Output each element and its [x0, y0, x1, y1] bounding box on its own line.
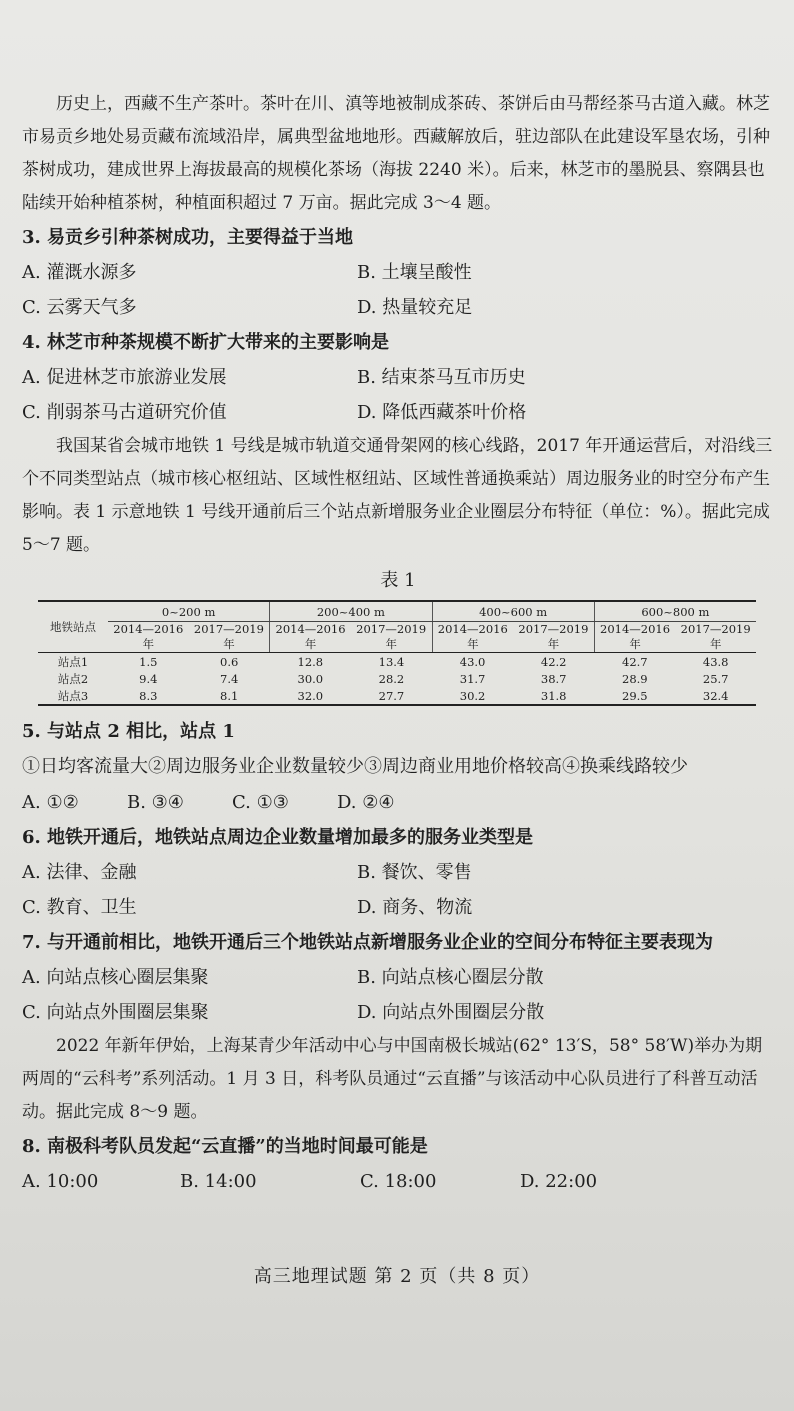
q3-option-b[interactable]: B. 土壤呈酸性	[357, 262, 472, 283]
q6-option-b[interactable]: B. 餐饮、零售	[357, 862, 472, 883]
question-8-stem: 8. 南极科考队员发起“云直播”的当地时间最可能是	[22, 1136, 428, 1157]
q4-option-a[interactable]: A. 促进林芝市旅游业发展	[22, 367, 227, 388]
period-header: 2014—2016年	[108, 622, 189, 653]
table-cell: 32.0	[270, 687, 351, 705]
q6-option-a[interactable]: A. 法律、金融	[22, 862, 137, 883]
question-5-options	[22, 785, 774, 820]
q3-option-a[interactable]: A. 灌溉水源多	[22, 262, 137, 283]
table-cell: 30.0	[297, 671, 324, 686]
q3-option-d[interactable]: D. 热量较充足	[357, 297, 473, 318]
table-cell: 0.6	[220, 654, 239, 669]
page-footer: 高三地理试题 第 2 页（共 8 页）	[253, 1266, 541, 1287]
period-header: 2014—2016年	[270, 622, 351, 653]
q8-option-d[interactable]: D. 22:00	[520, 1171, 598, 1192]
table-row	[38, 687, 756, 705]
question-5-statements: ①日均客流量大②周边服务业企业数量较少③周边商业用地价格较高④换乘线路较少	[22, 756, 688, 777]
question-7-options	[22, 960, 774, 1030]
table-cell: 43.0	[459, 654, 486, 669]
table-cell: 8.1	[189, 687, 270, 705]
q7-option-a[interactable]: A. 向站点核心圈层集聚	[22, 967, 209, 988]
period-header: 2014—2016年	[432, 622, 513, 653]
question-6-options	[22, 855, 774, 925]
question-4-stem: 4. 林芝市种茶规模不断扩大带来的主要影响是	[22, 332, 390, 353]
station-name: 站点2	[57, 671, 89, 686]
question-3-stem: 3. 易贡乡引种茶树成功，主要得益于当地	[22, 227, 354, 248]
table-cell: 43.8	[702, 654, 729, 669]
period-header: 2014—2016年	[594, 622, 675, 653]
data-table	[38, 600, 756, 706]
group-header: 600~800 m	[594, 601, 756, 622]
group-header: 400~600 m	[432, 601, 594, 622]
table-corner-header: 地铁站点	[38, 601, 108, 653]
q8-option-a[interactable]: A. 10:00	[22, 1171, 99, 1192]
table-cell: 9.4	[139, 671, 158, 686]
q7-option-b[interactable]: B. 向站点核心圈层分散	[357, 967, 544, 988]
table-cell: 32.4	[675, 687, 756, 705]
period-header: 2017—2019年	[675, 622, 756, 653]
q6-option-d[interactable]: D. 商务、物流	[357, 897, 473, 918]
q5-option-c[interactable]: C. ①③	[232, 792, 289, 813]
passage-subway: 我国某省会城市地铁 1 号线是城市轨道交通骨架网的核心线路，2017 年开通运营后，对沿线三个不同类型站点（城市核心枢纽站、区域性枢纽站、区域性普通换乘站）周边服务业的时空分布产生影响。表 1 示意地铁 1 号线开通前后三个站点新增服务业企业圈层分布特征（单位：%）。据此完成 5～7 题。	[22, 436, 773, 555]
q3-option-c[interactable]: C. 云雾天气多	[22, 297, 137, 318]
q5-option-b[interactable]: B. ③④	[127, 792, 184, 813]
passage-antarctic: 2022 年新年伊始，上海某青少年活动中心与中国南极长城站(62° 13′S，58° 58′W)举办为期两周的“云科考”系列活动。1 月 3 日，科考队员通过“云直播”与该活动中心队员进行了科普互动活动。据此完成 8～9 题。	[22, 1036, 763, 1122]
question-6-stem: 6. 地铁开通后，地铁站点周边企业数量增加最多的服务业类型是	[22, 827, 534, 848]
q4-option-b[interactable]: B. 结束茶马互市历史	[357, 367, 526, 388]
table-cell: 27.7	[351, 687, 432, 705]
station-name: 站点1	[57, 654, 89, 669]
page-content	[22, 88, 774, 1199]
question-4-options	[22, 360, 774, 430]
table-row	[38, 670, 756, 687]
question-7-stem: 7. 与开通前相比，地铁开通后三个地铁站点新增服务业企业的空间分布特征主要表现为	[22, 932, 714, 953]
period-header: 2017—2019年	[513, 622, 594, 653]
table-cell: 7.4	[220, 671, 239, 686]
table-cell: 13.4	[378, 654, 405, 669]
table-cell: 29.5	[594, 687, 675, 705]
question-3-options	[22, 255, 774, 325]
q5-option-a[interactable]: A. ①②	[22, 792, 79, 813]
q6-option-c[interactable]: C. 教育、卫生	[22, 897, 137, 918]
table-cell: 28.9	[622, 671, 648, 686]
table-cell: 42.7	[622, 654, 648, 669]
table-cell: 1.5	[139, 654, 158, 669]
passage-tea: 历史上，西藏不生产茶叶。茶叶在川、滇等地被制成茶砖、茶饼后由马帮经茶马古道入藏。林芝市易贡乡地处易贡藏布流域沿岸，属典型盆地地形。西藏解放后，驻边部队在此建设军垦农场，引种茶树成功，建成世界上海拔最高的规模化茶场（海拔 2240 米）。后来，林芝市的墨脱县、察隅县也陆续开始种植茶树，种植面积超过 7 万亩。据此完成 3～4 题。	[22, 94, 770, 213]
q8-option-b[interactable]: B. 14:00	[180, 1171, 257, 1192]
group-header: 0~200 m	[108, 601, 270, 622]
question-8-options	[22, 1164, 774, 1199]
table-cell: 31.7	[459, 671, 486, 686]
table-caption: 表 1	[380, 570, 416, 591]
q5-option-d[interactable]: D. ②④	[337, 792, 395, 813]
table-cell: 8.3	[108, 687, 189, 705]
q8-option-c[interactable]: C. 18:00	[360, 1171, 437, 1192]
table-cell: 38.7	[540, 671, 567, 686]
q4-option-d[interactable]: D. 降低西藏茶叶价格	[357, 402, 527, 423]
group-header: 200~400 m	[270, 601, 432, 622]
q7-option-c[interactable]: C. 向站点外围圈层集聚	[22, 1002, 209, 1023]
q7-option-d[interactable]: D. 向站点外围圈层分散	[357, 1002, 545, 1023]
table-cell: 28.2	[378, 671, 405, 686]
table-row	[38, 653, 756, 671]
period-header: 2017—2019年	[351, 622, 432, 653]
table-cell: 42.2	[540, 654, 567, 669]
table-cell: 31.8	[513, 687, 594, 705]
table-cell: 25.7	[702, 671, 729, 686]
table-cell: 12.8	[297, 654, 324, 669]
station-name: 站点3	[38, 687, 108, 705]
table-cell: 30.2	[432, 687, 513, 705]
q4-option-c[interactable]: C. 削弱茶马古道研究价值	[22, 402, 227, 423]
period-header: 2017—2019年	[189, 622, 270, 653]
question-5-stem: 5. 与站点 2 相比，站点 1	[22, 721, 235, 742]
